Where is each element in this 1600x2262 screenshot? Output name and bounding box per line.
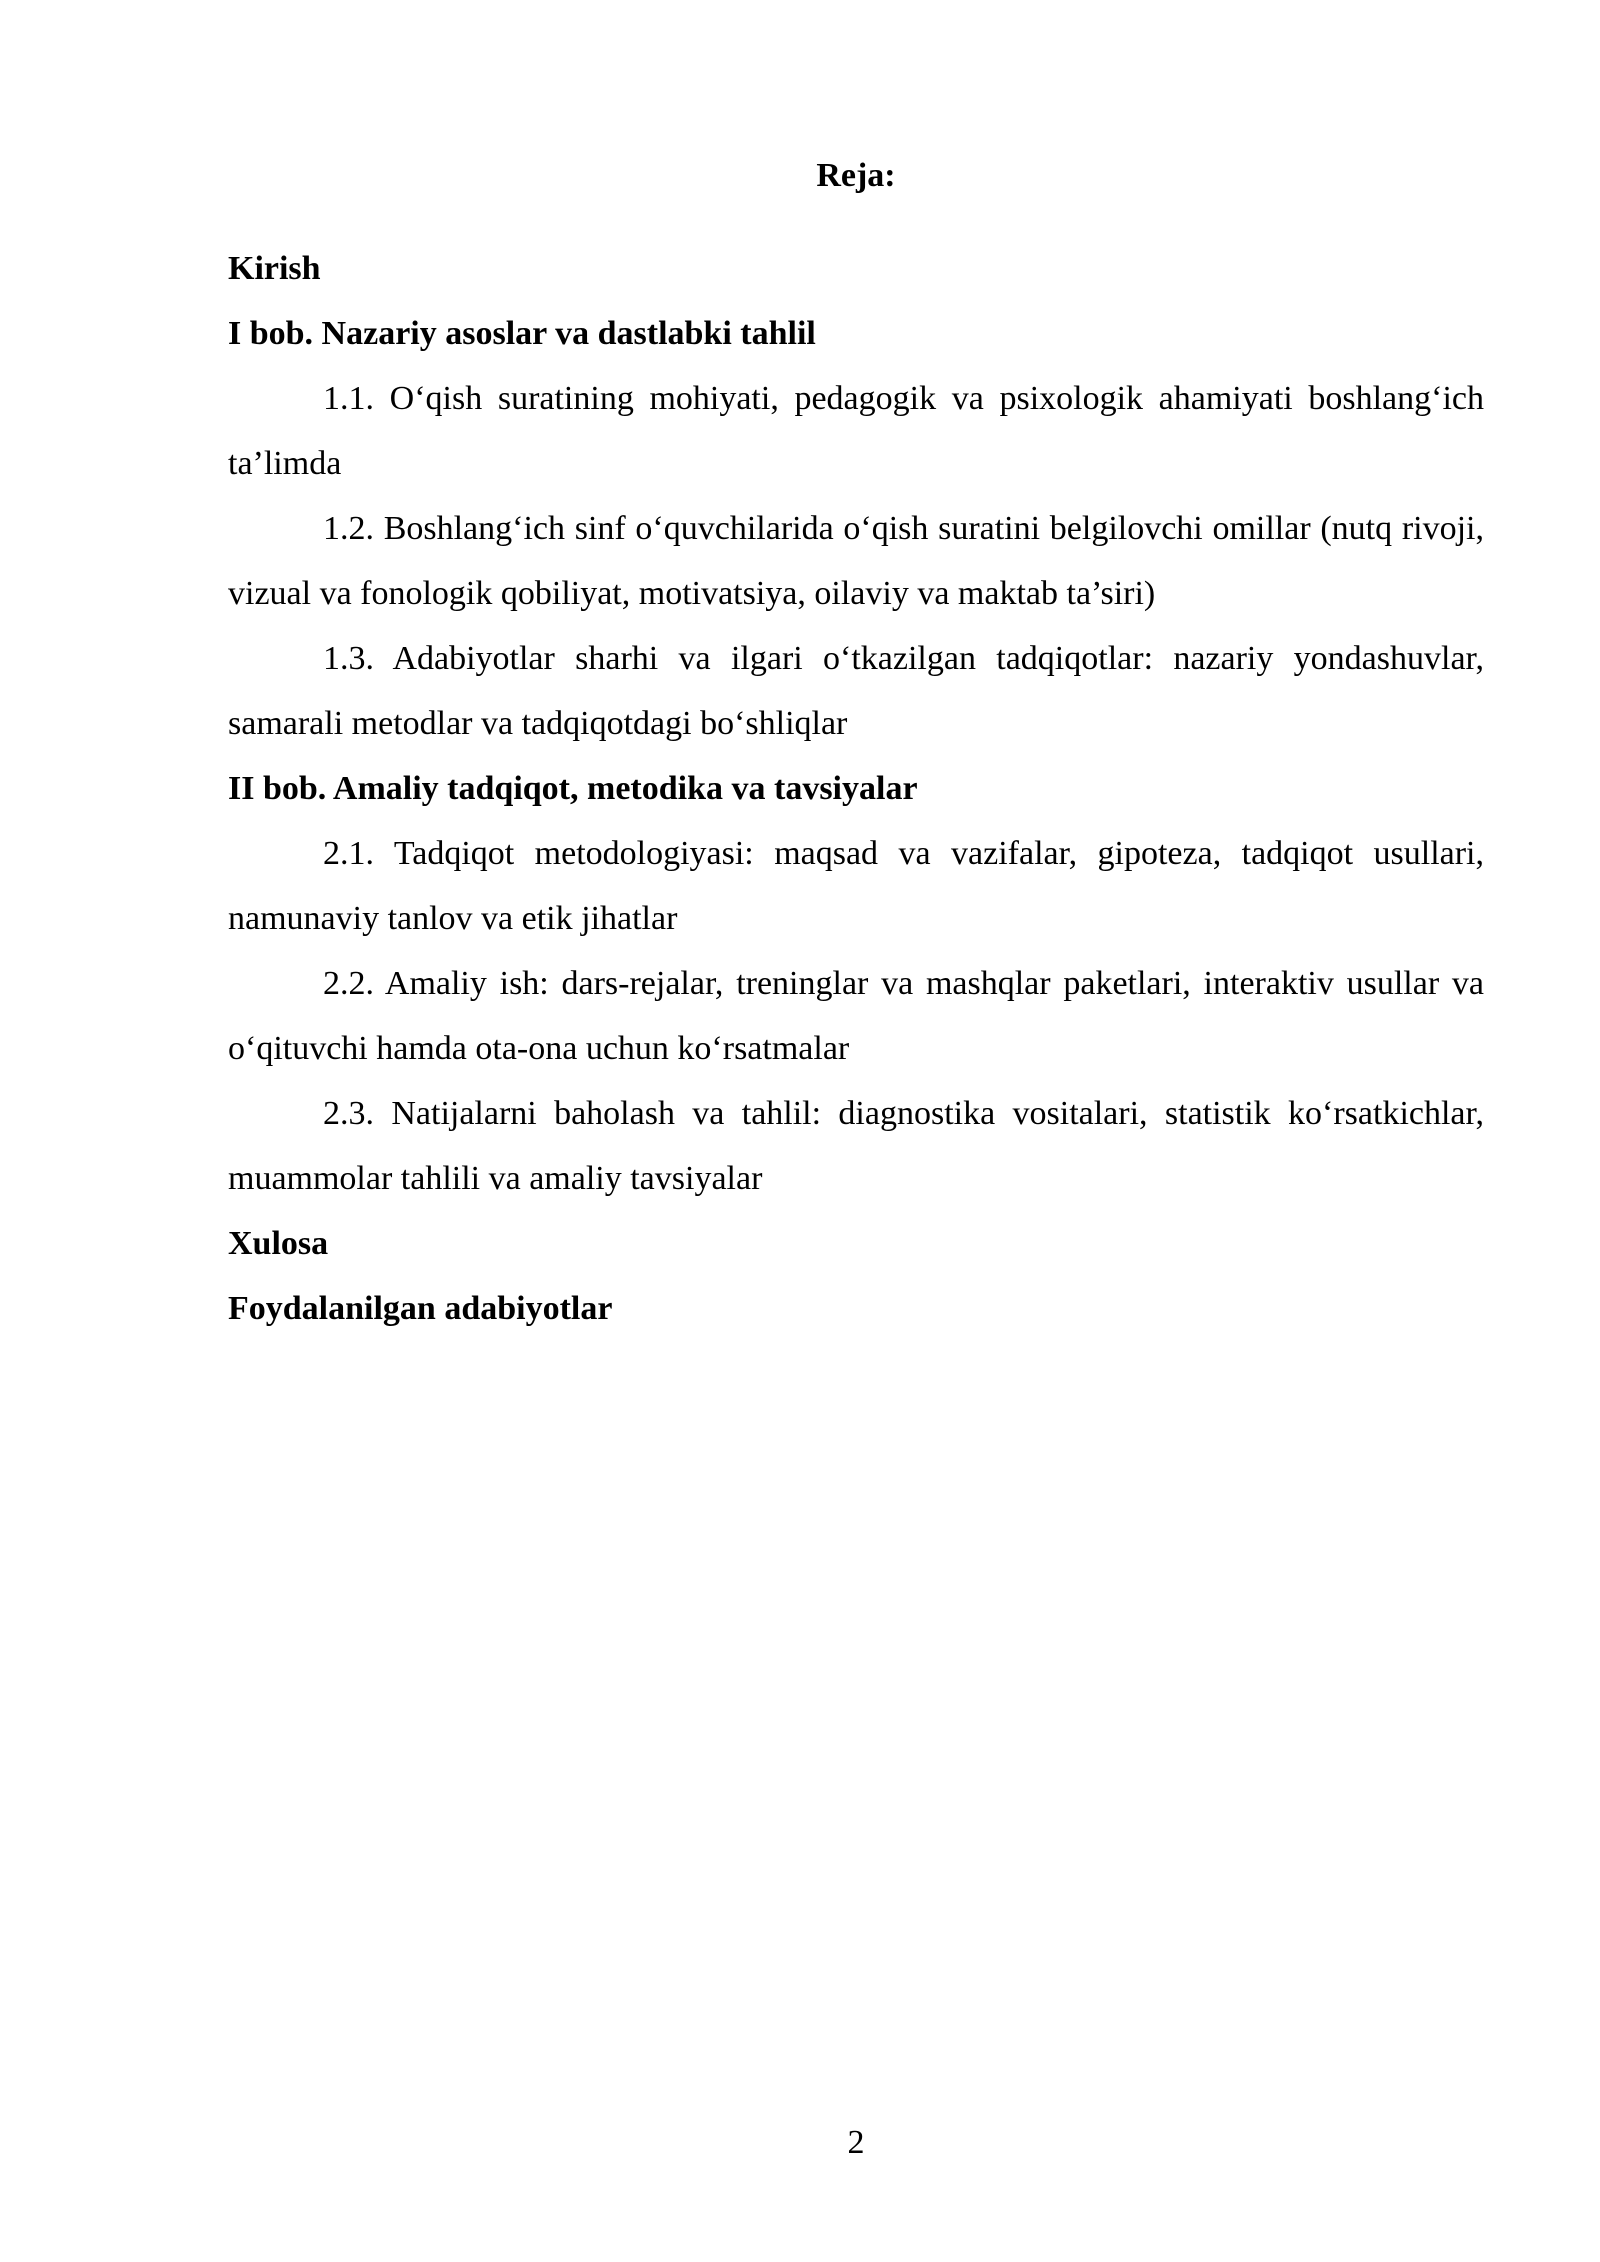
plan-content: [228, 148, 1484, 1341]
heading-chapter-1: I bob. Nazariy asoslar va dastlabki tahlil: [228, 315, 816, 352]
section-1-1: 1.1. O‘qish suratining mohiyati, pedagogik va psixologik ahamiyati boshlang‘ich ta’limda: [228, 380, 1484, 482]
heading-xulosa: Xulosa: [228, 1225, 329, 1262]
section-1-2: 1.2. Boshlang‘ich sinf o‘quvchilarida o‘qish suratini belgilovchi omillar (nutq rivoji, vizual va fonologik qobiliyat, motivatsiya, oilaviy va maktab ta’siri): [228, 510, 1484, 612]
section-2-2: 2.2. Amaliy ish: dars-rejalar, treninglar va mashqlar paketlari, interaktiv usullar va o‘qituvchi hamda ota-ona uchun ko‘rsatmalar: [228, 965, 1484, 1067]
section-2-3: 2.3. Natijalarni baholash va tahlil: diagnostika vositalari, statistik ko‘rsatkichlar, muammolar tahlili va amaliy tavsiyalar: [228, 1095, 1484, 1197]
plan-title: Reja:: [816, 157, 896, 194]
section-1-3: 1.3. Adabiyotlar sharhi va ilgari o‘tkazilgan tadqiqotlar: nazariy yondashuvlar, samarali metodlar va tadqiqotdagi bo‘shliqlar: [228, 640, 1484, 742]
page-number: 2: [847, 2124, 865, 2161]
heading-kirish: Kirish: [228, 250, 321, 287]
section-2-1: 2.1. Tadqiqot metodologiyasi: maqsad va vazifalar, gipoteza, tadqiqot usullari, namunaviy tanlov va etik jihatlar: [228, 835, 1484, 937]
heading-chapter-2: II bob. Amaliy tadqiqot, metodika va tavsiyalar: [228, 770, 918, 807]
heading-references: Foydalanilgan adabiyotlar: [228, 1290, 613, 1327]
